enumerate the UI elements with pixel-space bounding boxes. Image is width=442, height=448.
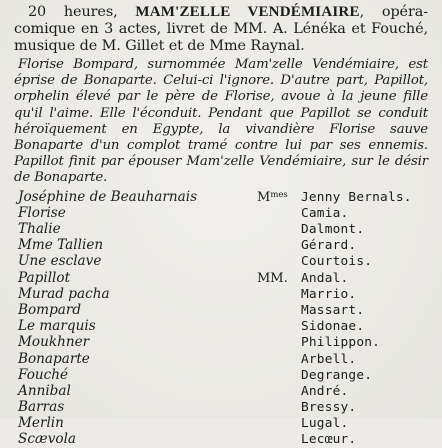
cast-row (14, 431, 428, 447)
cast-row (14, 237, 428, 253)
cast-actor: Camia. (301, 205, 349, 221)
cast-row (14, 205, 428, 221)
cast-actor: Sidonae. (301, 319, 365, 335)
cast-row (14, 351, 428, 367)
cast-role: Annibal (18, 382, 71, 399)
cast-actor: Lugal. (301, 416, 349, 432)
cast-role: Mme Tallien (18, 237, 104, 254)
cast-role: Moukhner (18, 334, 90, 351)
cast-honorific: $M^{mes}$ (257, 189, 288, 205)
cast-row (14, 221, 428, 237)
cast-row (14, 334, 428, 350)
program-header (14, 4, 428, 55)
cast-row (14, 383, 428, 399)
cast-row (14, 189, 428, 205)
synopsis: Florise Bompard, surnommée Mam'zelle Vendémiaire, est éprise de Bonaparte. Celui-ci l'ignore. D'autre part, Papillot, orphelin élevé par le père de Florise, avoue à la jeune fille qu'il l'aime. Elle l'éconduit. Pendant que Papillot se conduit héroïquement en Egypte, la vivandière Florise sauve Bonaparte d'un complot tramé contre lui par ses ennemis. Papillot finit par épouser Mam'zelle Vendémiaire, sur le désir de Bonaparte. (14, 57, 428, 186)
cast-actor: Lecœur. (301, 432, 357, 448)
broadcast-time: 20 heures, (28, 4, 118, 20)
cast-role: Une esclave (18, 253, 102, 270)
cast-role: Merlin (18, 415, 64, 432)
cast-actor: Degrange. (301, 367, 373, 383)
cast-row (14, 270, 428, 286)
cast-actor: Bressy. (301, 400, 357, 416)
cast-actor: Massart. (301, 302, 365, 318)
cast-role: Fouché (18, 366, 69, 383)
cast-honorific: MM. (257, 270, 288, 286)
cast-role: Bompard (18, 301, 82, 318)
cast-actor: Courtois. (301, 254, 373, 270)
cast-role: Bonaparte (18, 350, 90, 367)
cast-role: Scævola (18, 431, 77, 448)
cast-row (14, 253, 428, 269)
cast-actor: Arbell. (301, 351, 357, 367)
cast-role: Papillot (18, 269, 71, 286)
cast-row (14, 399, 428, 415)
cast-role: Joséphine de Beauharnais (18, 188, 198, 205)
cast-role: Thalie (18, 221, 61, 237)
cast-actor: Dalmont. (301, 222, 365, 237)
cast-role: Florise (18, 204, 66, 221)
work-title: MAM'ZELLE VENDÉMIAIRE (135, 4, 360, 20)
cast-list (14, 189, 428, 448)
cast-row (14, 286, 428, 302)
cast-row (14, 367, 428, 383)
work-description: , opéra-comique en 3 actes, livret de MM. A. Lénéka et Fouché, musique de M. Gillet et de Mme Raynal. (14, 4, 428, 54)
cast-actor: André. (301, 383, 349, 399)
cast-actor: Jenny Bernals. (301, 189, 412, 205)
cast-row (14, 302, 428, 318)
cast-actor: Marrio. (301, 286, 357, 302)
cast-row (14, 318, 428, 334)
cast-role: Barras (18, 399, 65, 416)
cast-actor: Gérard. (301, 238, 357, 254)
cast-role: Murad pacha (18, 285, 110, 302)
cast-role: Le marquis (18, 318, 96, 335)
cast-actor: Philippon. (301, 335, 381, 351)
cast-actor: Andal. (301, 270, 349, 286)
